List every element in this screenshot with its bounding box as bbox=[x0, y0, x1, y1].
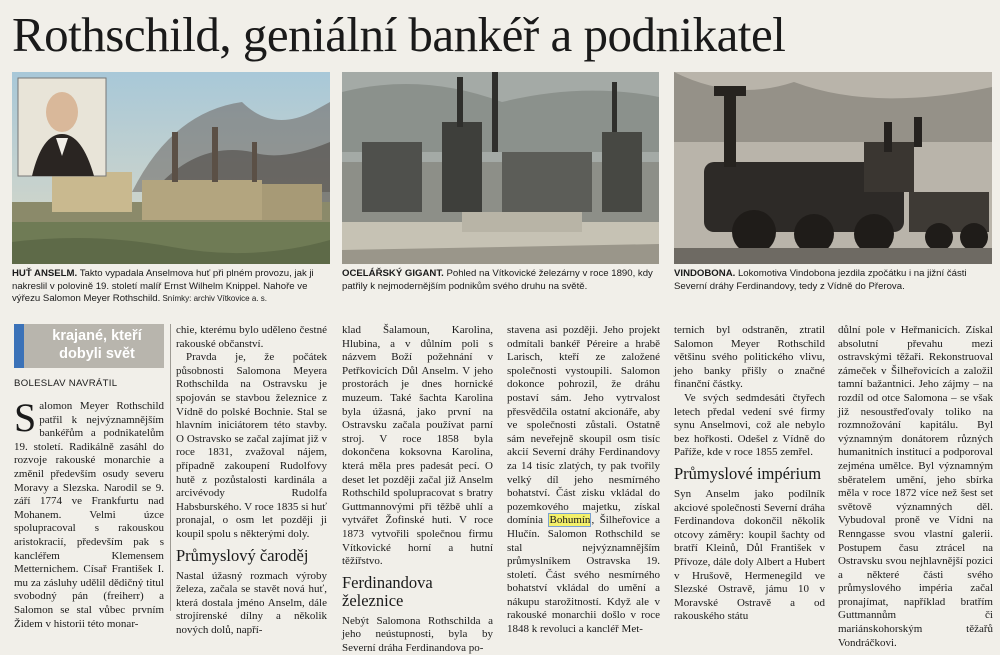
column-rule bbox=[170, 324, 171, 611]
paragraph: klad Šalamoun, Karolina, Hlubina, a v důlním poli s názvem Boží požehnání v Petřkovicích Důl Anselm. V jeho prostorách je dnes hornické muzeum. Také šachta Karolina byla úžasná, jako první na Ostravsku začala používat parní stroj. V roce 1858 byla dokončena koksovna Karolina, která měla pres padesát pecí. O deset let později začal již Anselm Rothschild spolupracovat s bratry Guttmannovými při těžbě uhlí a vytvářet Žofinské huti. V roce 1873 vytvořili společnou firmu Vítkovické horní a hutní těžířstvo. bbox=[342, 324, 493, 568]
caption-vindobona bbox=[674, 268, 992, 293]
paragraph: Syn Anselm jako podílník akciové společnosti Severní dráha Ferdinandova dokončil několik otcovy záměry: koupil šachty od bratří Kleinů, Důl František v Přívoze, dále doly Albert a Hubert v Hrušově, Hermenegild ve Slezské Ostravě, jámu 10 v Moravské Ostravě a od rakouského státu bbox=[674, 487, 825, 623]
paragraph: stavena asi později. Jeho projekt odmítali bankéř Péreire a hrabě Larisch, kteří ze založené společnosti vystoupili. Salomon dokonce pohrozil, že dráhu postaví sám. Jeho vytrvalost přesvědčila ostatní akcionáře, aby ve společnosti zůstali. Ostatně sám neveřejně skoupil osm tisíc akcií Severní dráhy Ferdinandovy za 14 tisíc zlatých, ty pak tvořily velký díl jeho nesmírného bohatství. Část zisku vkládal do pozemkového majetku, získal domínia bbox=[507, 324, 660, 527]
paragraph: důlní pole v Heřmanicích. Získal absolutní převahu mezi ostravskými těžaři. Rekonstruoval zámeček v Šilheřovicích a založil tamní bažantnici. Jeho zájmy – na rozdíl od otce Salomona – se však již nesoustřeďovaly toliko na rozmnožování kapitálu. Byl významným donátorem různých humanitních institucí a podporoval zejména umělce. Byl významným sběratelem umění, jeho sbírka měla v roce 1872 více než šest set světově významných děl. Vybudoval proně ve Vídni na Renngasse svou vlastní galerii. Postupem času ztrácel na Ostravsku svou nejhlavnější pozici a některé části svého průmyslového impéria začal pronajímat, například bratřím Guttmannům či mariánskohorským těžařů Vondráčkovi. bbox=[838, 324, 993, 649]
paragraph: chie, kterému bylo uděleno čestné rakouské občanství. bbox=[176, 324, 327, 350]
photo-vindobona-locomotive bbox=[674, 72, 992, 264]
article-column-1 bbox=[14, 395, 164, 631]
subheading: Ferdinandova železnice bbox=[342, 572, 433, 610]
caption-lead: VINDOBONA. bbox=[674, 268, 736, 279]
caption-vitkovice bbox=[342, 268, 659, 293]
article-column-6 bbox=[838, 324, 993, 650]
caption-text: Takto vypadala Anselmova huť při plném provozu, jak ji nakreslil v polovině 19. století malíř Ernst Wilhelm Knippel. Nahoře ve výřezu Salomon Meyer Rothschild. bbox=[12, 268, 314, 304]
rubric-bar bbox=[14, 324, 24, 368]
headline: Rothschild, geniální bankéř a podnikatel bbox=[12, 7, 786, 62]
photo-credit: Snímky: archiv Vítkovice a. s. bbox=[160, 294, 267, 303]
article-column-3 bbox=[342, 324, 493, 655]
caption-anselm bbox=[12, 268, 330, 306]
paragraph: Pravda je, že počátek působnosti Salomona Meyera Rothschilda na Ostravsku je spojován se stavbou železnice z Vídně do polské Bochnie. Stal se hlavním iniciátorem této stavby. O Ostravsko se začal zajímat již v roce 1831, zvažoval nájem, případně zakoupení Rudolfovy hutě z pozůstalosti kardinála a arcivévody Rudolfa Habsburského. V roce 1835 si huť pronajal, o osm let později ji koupil spolu s některými doly. bbox=[176, 351, 327, 540]
paragraph: Ve svých sedmdesáti čtyřech letech předal vedení své firmy synu Anselmovi, což ale nebylo bez hořkosti. Odešel z Vídně do Paříže, kde v roce 1855 zemřel. bbox=[674, 391, 825, 459]
paragraph: Nebýt Salomona Rothschilda a jeho neústupnosti, byla by Severní dráha Ferdinandova po- bbox=[342, 614, 493, 654]
caption-lead: OCELÁŘSKÝ GIGANT. bbox=[342, 268, 444, 279]
section-rubric bbox=[14, 324, 164, 368]
paragraph: ternich byl odstraněn, ztratil Salomon Meyer Rothschild většinu svého politického vlivu, jeho banky přišly o značné finanční částky. bbox=[674, 324, 825, 391]
paragraph: alomon Meyer Rothschild patřil k nejvýznamnějším bankéřům a podnikatelům 19. století. Radikálně zasáhl do rozvoje rakouské monarchie a změnil především osudy severu Moravy a Slezska. Narodil se 9. září 1774 ve Frankfurtu nad Mohanem. Velmi úzce spolupracoval s rakouskou aristokracií, především pak s kancléřem Klemensem Metternichem. Císař František I. mu za zásluhy udělil dědičný titul svobodný pán (freiherr) a Salomon se stal vůbec prvním Židem v historii této monar- bbox=[14, 400, 164, 630]
caption-text: Pohled na Vítkovické železárny v roce 1890, kdy patřily k nejmodernějším podnikům svého druhu na světě. bbox=[342, 268, 653, 292]
subheading: Průmyslový čaroděj bbox=[176, 545, 309, 565]
caption-text: Lokomotiva Vindobona jezdila zpočátku i na jižní části Severní dráhy Ferdinandovy, tedy z Vídně do Přerova. bbox=[674, 268, 967, 292]
drop-cap: S bbox=[14, 395, 37, 440]
highlighted-word: Bohumín bbox=[549, 514, 591, 527]
photo-vitkovice-1890 bbox=[342, 72, 659, 264]
article-column-4 bbox=[507, 324, 660, 637]
paragraph: , Šilheřovice a Hlučín. Salomon Rothschild se stal nejvýznamnějším průmyslníkem Ostravska 19. století. Část svého nesmírného bohatství vkládal do umění a nákupu starožitností. Když ale v rakouské monarchii došlo v roce 1848 k revoluci a kancléř Met- bbox=[507, 514, 660, 636]
rubric-title: krajané, kteří dobyli svět bbox=[52, 328, 142, 362]
article-column-2 bbox=[176, 324, 327, 637]
caption-lead: HUŤ ANSELM. bbox=[12, 268, 78, 279]
author-byline: BOLESLAV NAVRÁTIL bbox=[14, 378, 118, 389]
article-column-5 bbox=[674, 324, 825, 624]
subheading: Průmyslové impérium bbox=[674, 463, 822, 483]
photo-anselm-works bbox=[12, 72, 330, 264]
paragraph: Nastal úžasný rozmach výroby železa, začala se stavět nová huť, která dostala jméno Anselm, dále strojírenské dílny a několik nových dolů, napří- bbox=[176, 569, 327, 636]
